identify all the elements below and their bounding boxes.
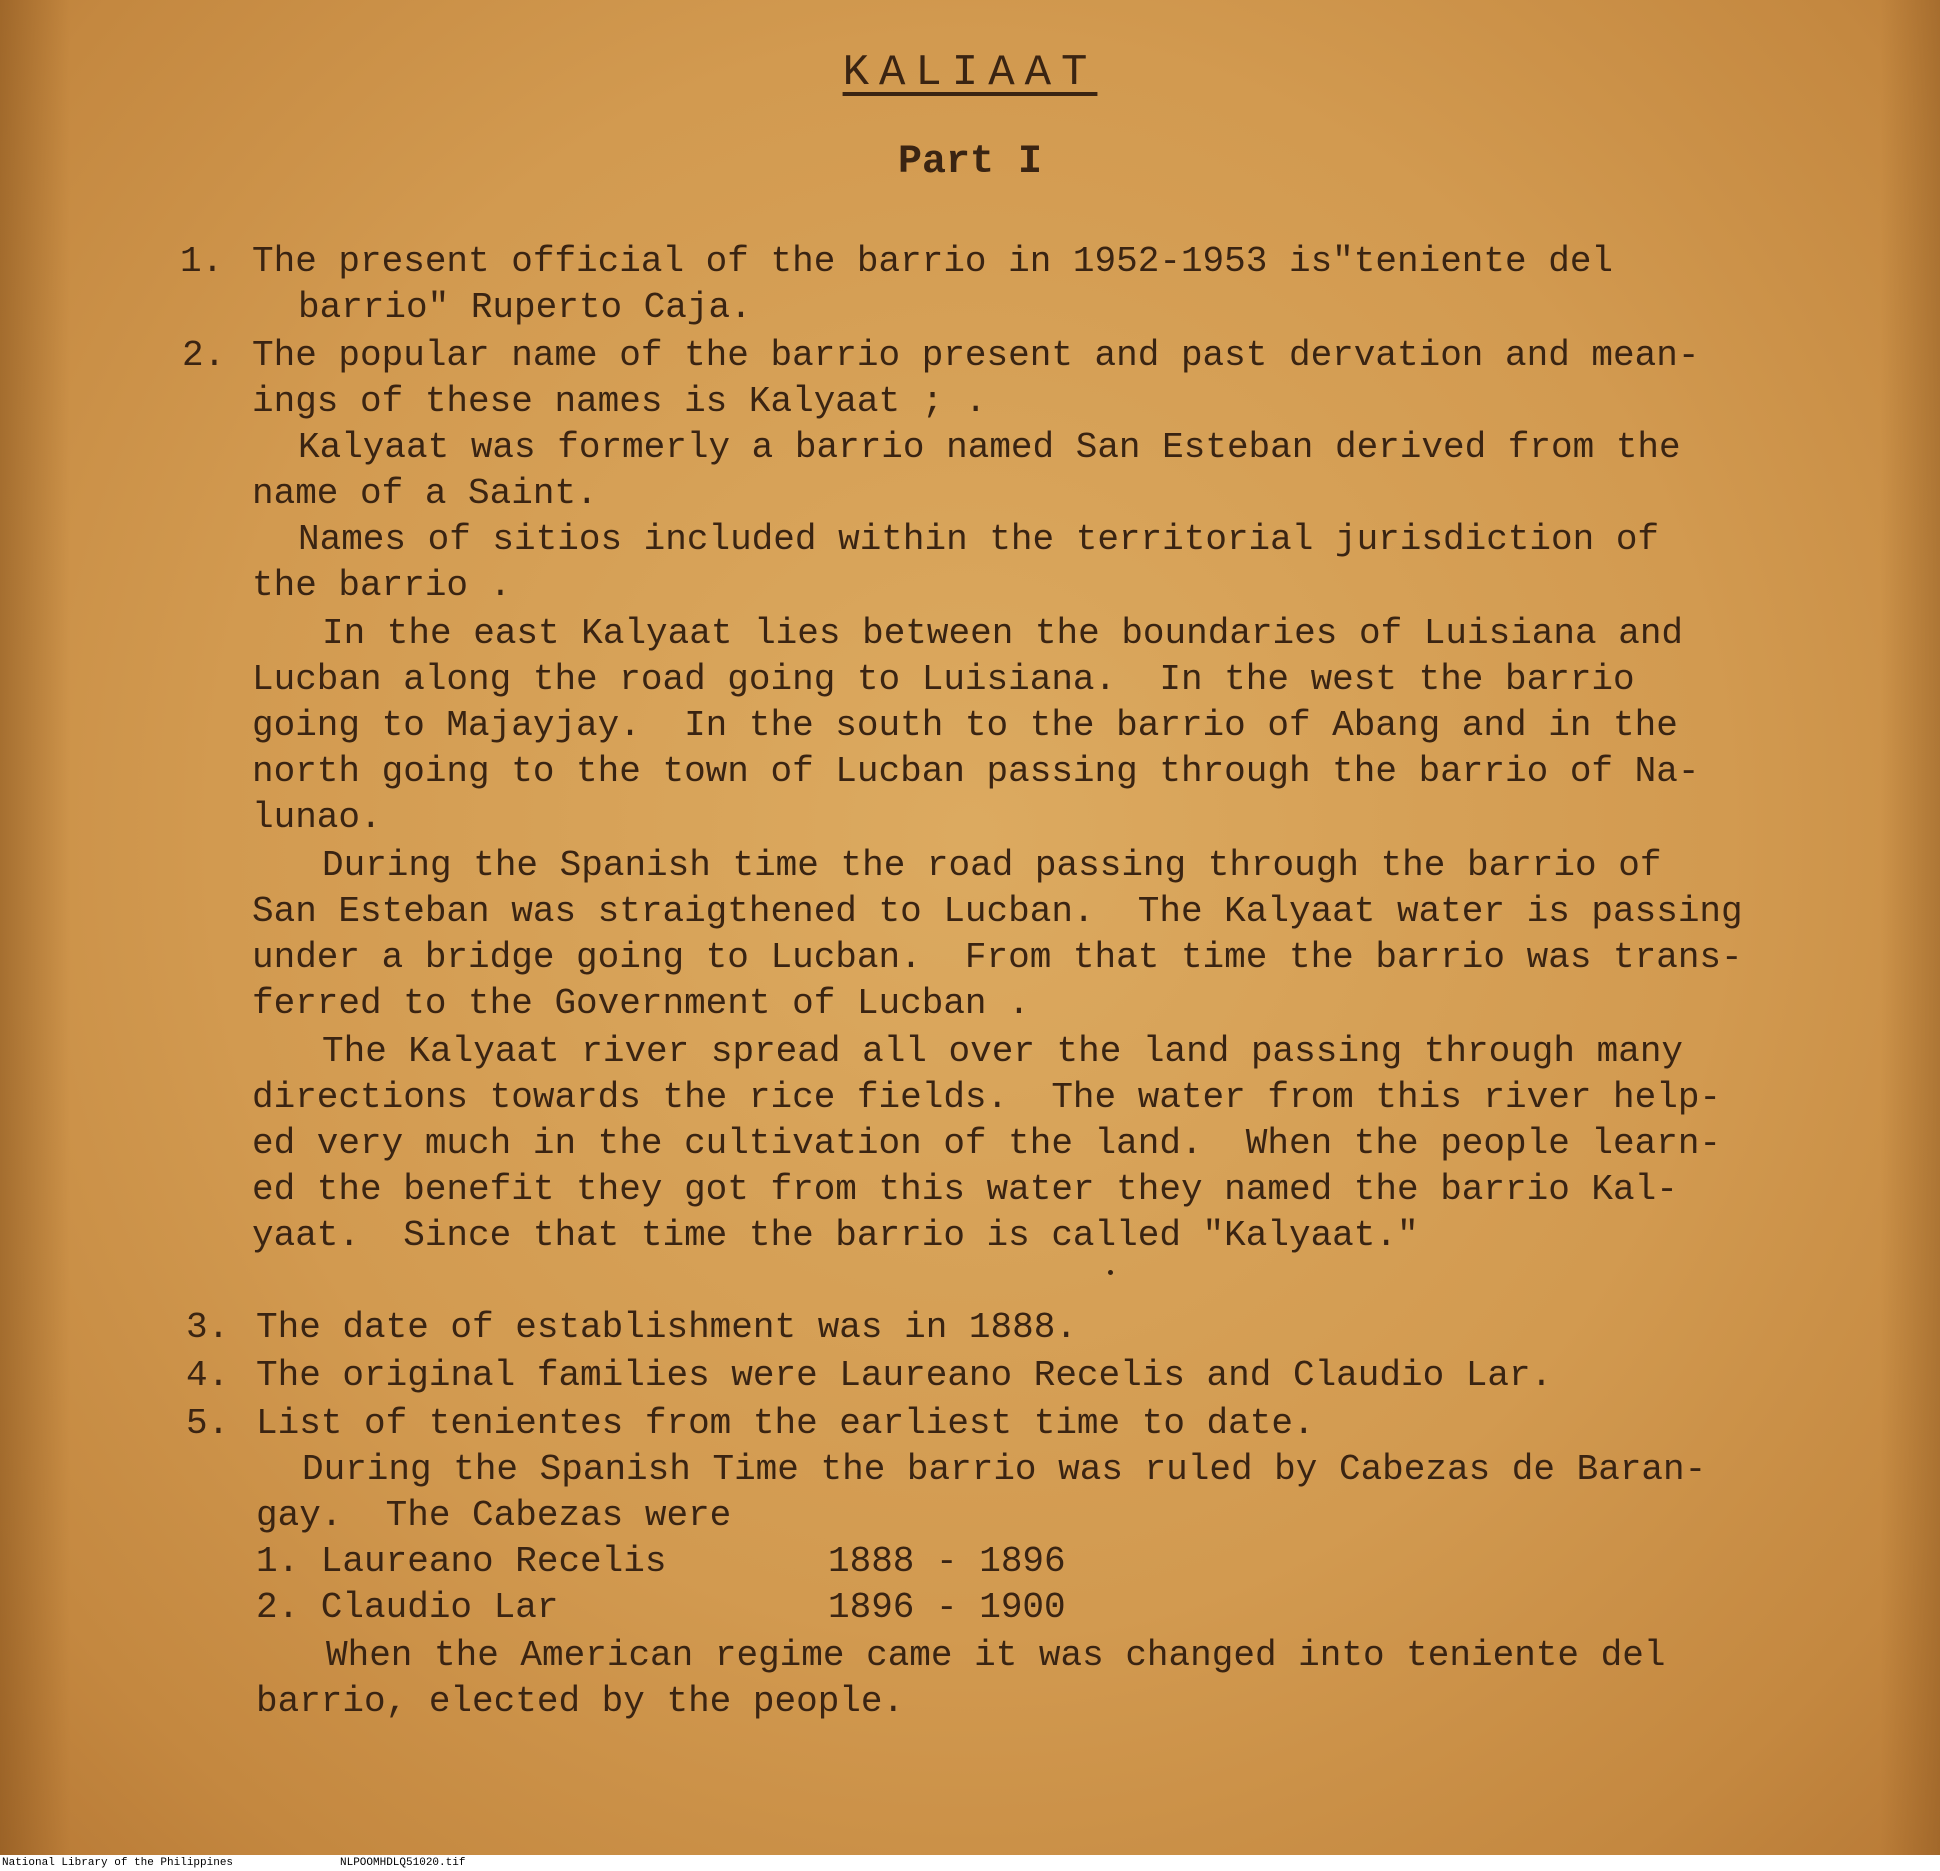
item-2-line-11: lunao.: [252, 797, 382, 838]
item-5-line-2: During the Spanish Time the barrio was ruled by Cabezas de Baran-: [302, 1449, 1707, 1490]
item-2-line-19: ed the benefit they got from this water they named the barrio Kal-: [252, 1169, 1678, 1210]
item-2-line-9: going to Majayjay. In the south to the barrio of Abang and in the: [252, 705, 1678, 746]
item-2-line-14: under a bridge going to Lucban. From that time the barrio was trans-: [252, 937, 1743, 978]
item-2-line-18: ed very much in the cultivation of the land. When the people learn-: [252, 1123, 1722, 1164]
item-1-line-2: barrio" Ruperto Caja.: [298, 287, 752, 328]
item-3-line-1: The date of establishment was in 1888.: [256, 1307, 1077, 1348]
item-2-line-2: ings of these names is Kalyaat ; .: [252, 381, 987, 422]
item-2-line-8: Lucban along the road going to Luisiana. In the west the barrio: [252, 659, 1635, 700]
document-title: KALIAAT: [842, 48, 1098, 98]
item-2-line-15: ferred to the Government of Lucban .: [252, 983, 1030, 1024]
item-2-line-3: Kalyaat was formerly a barrio named San Esteban derived from the: [298, 427, 1681, 468]
footer-bar: [0, 1855, 1940, 1871]
item-2-line-17: directions towards the rice fields. The water from this river help-: [252, 1077, 1722, 1118]
item-2-line-4: name of a Saint.: [252, 473, 598, 514]
item-number: 4.: [186, 1355, 230, 1396]
cabeza-name: 2. Claudio Lar: [256, 1587, 559, 1628]
part-heading: Part I: [897, 140, 1043, 185]
item-2-line-5: Names of sitios included within the territorial jurisdiction of: [298, 519, 1660, 560]
item-5-line-1: List of tenientes from the earliest time to date.: [256, 1403, 1315, 1444]
item-number: 3.: [186, 1307, 230, 1348]
cabeza-years: 1888 - 1896: [828, 1541, 1066, 1582]
item-2-line-12: During the Spanish time the road passing through the barrio of: [322, 845, 1662, 886]
cabeza-name: 1. Laureano Recelis: [256, 1541, 667, 1582]
item-2-line-20: yaat. Since that time the barrio is called "Kalyaat.": [252, 1215, 1419, 1256]
item-number: 2.: [182, 335, 226, 376]
ink-speck: [1108, 1270, 1113, 1275]
item-5-line-3: gay. The Cabezas were: [256, 1495, 732, 1536]
item-2-line-16: The Kalyaat river spread all over the land passing through many: [322, 1031, 1684, 1072]
file-name: NLPOOMHDLQ51020.tif: [340, 1857, 466, 1869]
closing-line-2: barrio, elected by the people.: [256, 1681, 905, 1722]
item-2-line-13: San Esteban was straigthened to Lucban. The Kalyaat water is passing: [252, 891, 1743, 932]
cabeza-years: 1896 - 1900: [828, 1587, 1066, 1628]
item-2-line-6: the barrio .: [252, 565, 512, 606]
item-number: 1.: [180, 241, 224, 282]
item-2-line-1: The popular name of the barrio present and past dervation and mean-: [252, 335, 1700, 376]
closing-line-1: When the American regime came it was changed into teniente del: [326, 1635, 1666, 1676]
item-4-line-1: The original families were Laureano Recelis and Claudio Lar.: [256, 1355, 1553, 1396]
item-number: 5.: [186, 1403, 230, 1444]
item-2-line-7: In the east Kalyaat lies between the boundaries of Luisiana and: [322, 613, 1684, 654]
item-2-line-10: north going to the town of Lucban passing through the barrio of Na-: [252, 751, 1700, 792]
library-credit: National Library of the Philippines: [2, 1857, 234, 1869]
item-1-line-1: The present official of the barrio in 1952-1953 is"teniente del: [252, 241, 1614, 282]
